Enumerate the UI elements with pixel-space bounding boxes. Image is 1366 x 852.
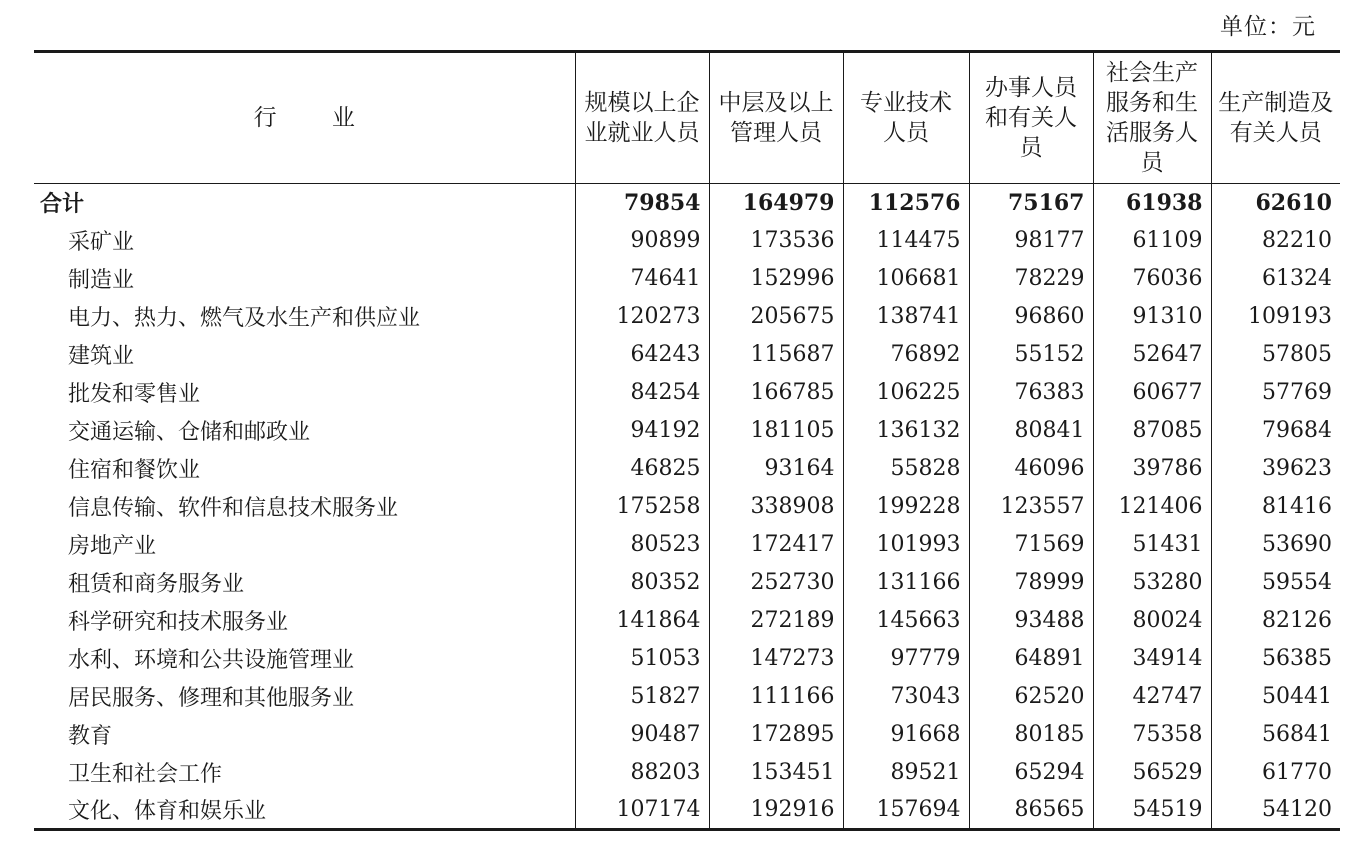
cell-value: 51827: [575, 678, 709, 716]
header-professionals: 专业技术人员: [843, 52, 969, 184]
cell-value: 57805: [1211, 336, 1340, 374]
cell-value: 175258: [575, 488, 709, 526]
cell-value: 205675: [709, 298, 843, 336]
cell-value: 78999: [969, 564, 1093, 602]
cell-value: 55152: [969, 336, 1093, 374]
row-label: 科学研究和技术服务业: [68, 610, 289, 635]
cell-value: 62610: [1211, 184, 1340, 222]
table-row: [34, 602, 1340, 640]
cell-value: 172417: [709, 526, 843, 564]
cell-value: 54519: [1093, 792, 1211, 830]
row-label: 卫生和社会工作: [68, 762, 223, 787]
cell-value: 164979: [709, 184, 843, 222]
table-row: [34, 336, 1340, 374]
cell-value: 82210: [1211, 222, 1340, 260]
cell-value: 46096: [969, 450, 1093, 488]
row-label: 信息传输、软件和信息技术服务业: [68, 496, 399, 521]
cell-value: 51053: [575, 640, 709, 678]
row-label: 制造业: [68, 268, 135, 293]
cell-value: 57769: [1211, 374, 1340, 412]
table-row: [34, 488, 1340, 526]
cell-value: 147273: [709, 640, 843, 678]
row-label: 批发和零售业: [68, 382, 201, 407]
cell-value: 82126: [1211, 602, 1340, 640]
row-label: 住宿和餐饮业: [68, 458, 201, 483]
row-label: 文化、体育和娱乐业: [34, 792, 575, 830]
row-label: 建筑业: [68, 344, 135, 369]
cell-value: 76036: [1093, 260, 1211, 298]
cell-value: 34914: [1093, 640, 1211, 678]
cell-value: 89521: [843, 754, 969, 792]
row-label: 租赁和商务服务业: [68, 572, 245, 597]
table-row: [34, 260, 1340, 298]
total-row: [34, 184, 1340, 222]
cell-value: 50441: [1211, 678, 1340, 716]
header-managers: 中层及以上管理人员: [709, 52, 843, 184]
cell-value: 172895: [709, 716, 843, 754]
cell-value: 64243: [575, 336, 709, 374]
cell-value: 73043: [843, 678, 969, 716]
cell-value: 141864: [575, 602, 709, 640]
cell-value: 101993: [843, 526, 969, 564]
cell-value: 93164: [709, 450, 843, 488]
cell-value: 80024: [1093, 602, 1211, 640]
cell-value: 90487: [575, 716, 709, 754]
header-service-workers: 社会生产服务和生活服务人员: [1093, 52, 1211, 184]
cell-value: 76383: [969, 374, 1093, 412]
table-row: [34, 222, 1340, 260]
header-row: [34, 52, 1340, 184]
cell-value: 84254: [575, 374, 709, 412]
row-label: 教育: [68, 724, 113, 749]
cell-value: 90899: [575, 222, 709, 260]
cell-value: 54120: [1211, 792, 1340, 830]
wage-table: [34, 50, 1340, 831]
cell-value: 51431: [1093, 526, 1211, 564]
cell-value: 152996: [709, 260, 843, 298]
header-clerks: 办事人员和有关人员: [969, 52, 1093, 184]
cell-value: 97779: [843, 640, 969, 678]
table-row: [34, 640, 1340, 678]
cell-value: 39786: [1093, 450, 1211, 488]
cell-value: 80523: [575, 526, 709, 564]
cell-value: 131166: [843, 564, 969, 602]
table-row: [34, 412, 1340, 450]
cell-value: 60677: [1093, 374, 1211, 412]
cell-value: 52647: [1093, 336, 1211, 374]
cell-value: 107174: [575, 792, 709, 830]
row-label: 合计: [40, 191, 85, 218]
cell-value: 91668: [843, 716, 969, 754]
cell-value: 115687: [709, 336, 843, 374]
table-row: [34, 678, 1340, 716]
table-row: [34, 754, 1340, 792]
table-row: [34, 374, 1340, 412]
cell-value: 79854: [575, 184, 709, 222]
cell-value: 56529: [1093, 754, 1211, 792]
cell-value: 123557: [969, 488, 1093, 526]
cell-value: 111166: [709, 678, 843, 716]
row-label: 电力、热力、燃气及水生产和供应业: [68, 306, 421, 331]
cell-value: 75167: [969, 184, 1093, 222]
cell-value: 93488: [969, 602, 1093, 640]
cell-value: 109193: [1211, 298, 1340, 336]
cell-value: 98177: [969, 222, 1093, 260]
row-label: 水利、环境和公共设施管理业: [68, 648, 355, 673]
row-label: 房地产业: [68, 534, 157, 559]
cell-value: 112576: [843, 184, 969, 222]
cell-value: 86565: [969, 792, 1093, 830]
cell-value: 88203: [575, 754, 709, 792]
cell-value: 80352: [575, 564, 709, 602]
table-row: [34, 298, 1340, 336]
cell-value: 78229: [969, 260, 1093, 298]
cell-value: 157694: [843, 792, 969, 830]
unit-label: 单位：元: [1220, 14, 1316, 40]
cell-value: 145663: [843, 602, 969, 640]
cell-value: 65294: [969, 754, 1093, 792]
cell-value: 136132: [843, 412, 969, 450]
cell-value: 121406: [1093, 488, 1211, 526]
cell-value: 42747: [1093, 678, 1211, 716]
cell-value: 74641: [575, 260, 709, 298]
cell-value: 59554: [1211, 564, 1340, 602]
cell-value: 79684: [1211, 412, 1340, 450]
cell-value: 153451: [709, 754, 843, 792]
cell-value: 166785: [709, 374, 843, 412]
cell-value: 120273: [575, 298, 709, 336]
cell-value: 87085: [1093, 412, 1211, 450]
cell-value: 61770: [1211, 754, 1340, 792]
cell-value: 61324: [1211, 260, 1340, 298]
cell-value: 80841: [969, 412, 1093, 450]
cell-value: 56841: [1211, 716, 1340, 754]
cell-value: 75358: [1093, 716, 1211, 754]
cell-value: 39623: [1211, 450, 1340, 488]
cell-value: 53690: [1211, 526, 1340, 564]
table-row: [34, 792, 1340, 830]
cell-value: 106681: [843, 260, 969, 298]
row-label: 居民服务、修理和其他服务业: [68, 686, 355, 711]
cell-value: 199228: [843, 488, 969, 526]
table-row: [34, 526, 1340, 564]
cell-value: 64891: [969, 640, 1093, 678]
cell-value: 173536: [709, 222, 843, 260]
header-all-employees: 规模以上企业就业人员: [575, 52, 709, 184]
cell-value: 71569: [969, 526, 1093, 564]
cell-value: 46825: [575, 450, 709, 488]
header-industry: 行 业: [34, 52, 575, 184]
cell-value: 114475: [843, 222, 969, 260]
cell-value: 56385: [1211, 640, 1340, 678]
table-row: [34, 564, 1340, 602]
cell-value: 96860: [969, 298, 1093, 336]
header-production-workers: 生产制造及有关人员: [1211, 52, 1340, 184]
cell-value: 94192: [575, 412, 709, 450]
cell-value: 192916: [709, 792, 843, 830]
table-row: [34, 716, 1340, 754]
cell-value: 91310: [1093, 298, 1211, 336]
cell-value: 53280: [1093, 564, 1211, 602]
cell-value: 81416: [1211, 488, 1340, 526]
row-label: 采矿业: [68, 230, 135, 255]
cell-value: 76892: [843, 336, 969, 374]
cell-value: 106225: [843, 374, 969, 412]
cell-value: 55828: [843, 450, 969, 488]
cell-value: 61938: [1093, 184, 1211, 222]
table-row: [34, 450, 1340, 488]
row-label: 交通运输、仓储和邮政业: [68, 420, 311, 445]
cell-value: 252730: [709, 564, 843, 602]
cell-value: 62520: [969, 678, 1093, 716]
cell-value: 80185: [969, 716, 1093, 754]
cell-value: 338908: [709, 488, 843, 526]
cell-value: 138741: [843, 298, 969, 336]
cell-value: 272189: [709, 602, 843, 640]
cell-value: 61109: [1093, 222, 1211, 260]
cell-value: 181105: [709, 412, 843, 450]
